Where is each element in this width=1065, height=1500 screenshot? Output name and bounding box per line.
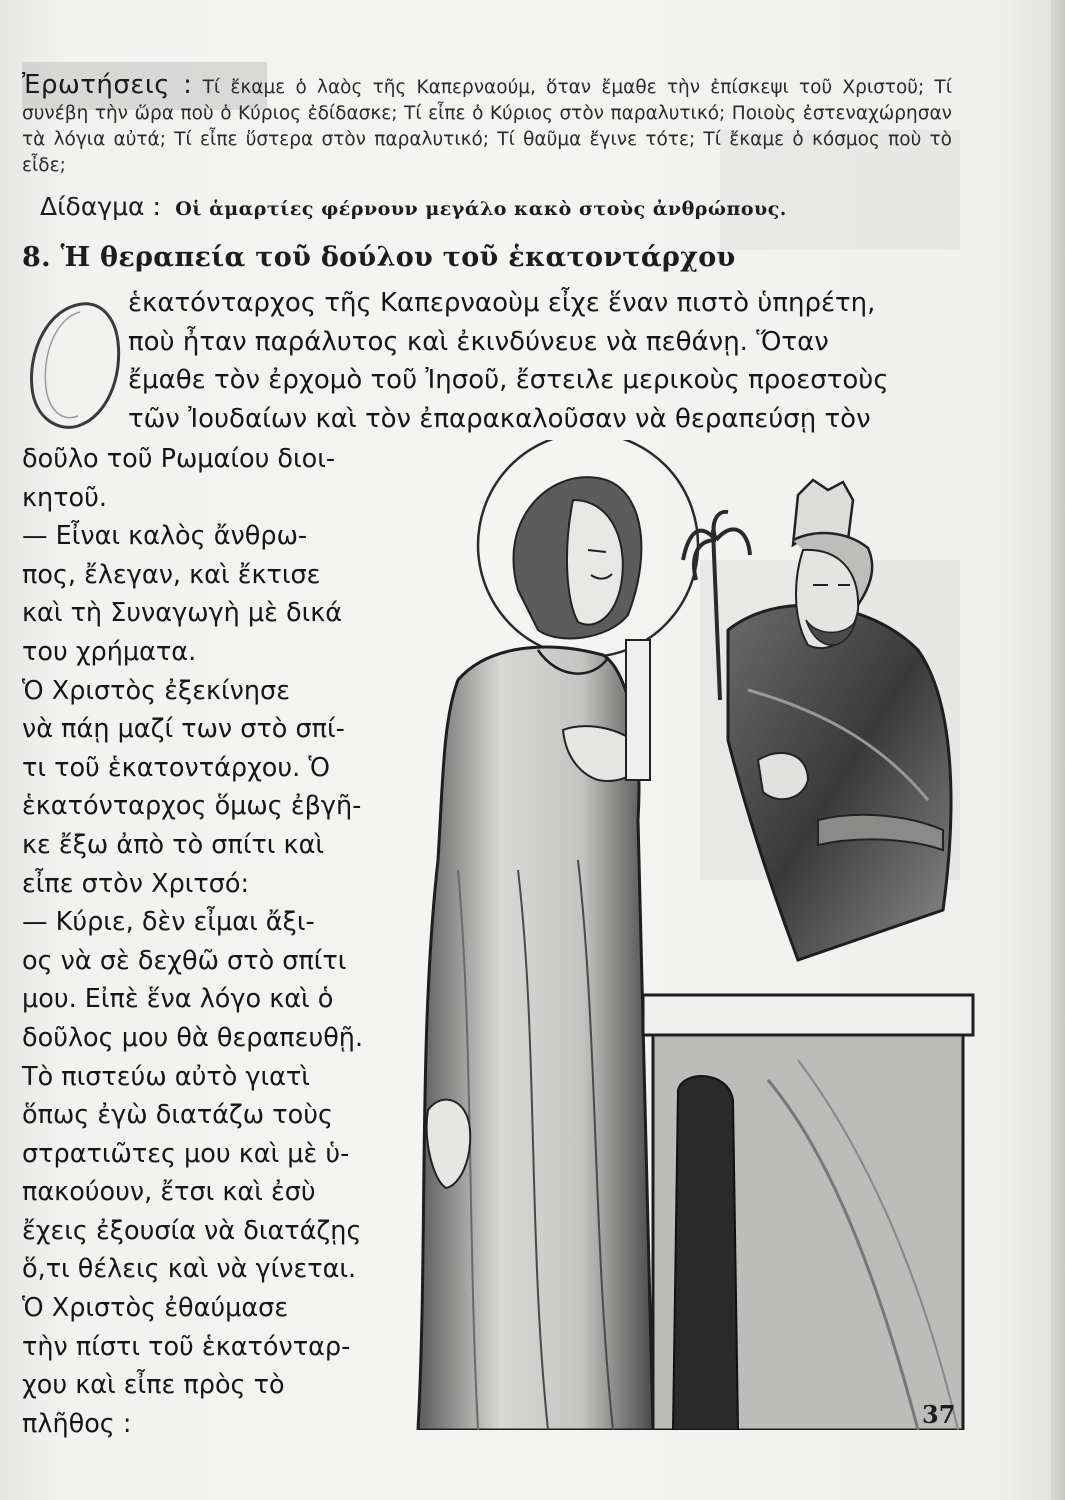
story-column-line: ος νὰ σὲ δεχθῶ στὸ σπίτι	[22, 945, 347, 976]
story-column-line: πλῆθος :	[22, 1408, 132, 1439]
story-intro-line: ἔμαθε τὸν ἐρχομὸ τοῦ Ἰησοῦ, ἔστειλε μερικοὺς προεστοὺς	[128, 365, 889, 395]
page-edge	[1051, 0, 1065, 1500]
questions-label: Ἐρωτήσεις :	[22, 70, 193, 100]
jesus-centurion-illustration	[398, 440, 978, 1430]
story-column-line: καὶ τὴ Συναγωγὴ μὲ δικά	[22, 598, 343, 629]
story-column-line: δοῦλο τοῦ Ρωμαίου διοι-	[22, 444, 336, 474]
story-column-line: δοῦλος μου θὰ θεραπευθῇ.	[22, 1022, 364, 1053]
questions-text: Τί ἔκαμε ὁ λαὸς τῆς Καπερναούμ, ὅταν ἔμαθε τὴν ἐπίσκεψι τοῦ Χριστοῦ; Τί συνέβη τὴν ὥρα ποὺ ὁ Κύριος ἐδίδασκε; Τί εἶπε ὁ Κύριος στὸν παραλυτικό; Ποιοὺς ἐστεναχώρησαν τὰ λόγια αὐτά; Τί εἶπε ὕστερα στὸν παραλυτικό; Τί θαῦμα ἔγινε τότε; Τί ἔκαμε ὁ κόσμος ποὺ τὸ εἶδε;	[22, 77, 952, 176]
story-intro-line: ποὺ ἦταν παράλυτος καὶ ἐκινδύνευε νὰ πεθάνῃ. Ὅταν	[128, 326, 829, 357]
lesson-text: Οἱ ἁμαρτίες φέρνουν μεγάλο κακὸ στοὺς ἀνθρώπους.	[175, 198, 787, 220]
story-intro	[128, 284, 958, 438]
story-column	[22, 440, 392, 1443]
story-column-line: πος, ἔλεγαν, καὶ ἔκτισε	[22, 559, 321, 590]
story-column-line: τι τοῦ ἑκατοντάρχου. Ὁ	[22, 752, 330, 783]
story-column-line: ὅ,τι θέλεις καὶ νὰ γίνεται.	[22, 1254, 357, 1285]
story-column-line: κε ἔξω ἀπὸ τὸ σπίτι καὶ	[22, 829, 325, 860]
story-column-line: πακούουν, ἔτσι καὶ ἐσὺ	[22, 1177, 316, 1208]
story-column-line: κητοῦ.	[22, 482, 108, 513]
lesson-line	[40, 192, 940, 224]
story-column-line: ὅπως ἐγὼ διατάζω τοὺς	[22, 1100, 333, 1131]
centurion-hand	[758, 753, 808, 799]
story-column-line: Ὁ Χριστὸς ἐθαύμασε	[22, 1293, 289, 1324]
story-column-line: εἶπε στὸν Χριτσό:	[22, 868, 250, 899]
doorway	[673, 1076, 738, 1430]
page-number: 37	[922, 1400, 956, 1429]
story-column-line: νὰ πάῃ μαζί των στὸ σπί-	[22, 714, 345, 745]
story-column-line: Τὸ πιστεύω αὐτὸ γιατὶ	[22, 1061, 310, 1092]
story-column-line: χου καὶ εἶπε πρὸς τὸ	[22, 1370, 285, 1401]
story-column-line: στρατιῶτες μου καὶ μὲ ὑ-	[22, 1138, 350, 1169]
review-questions	[22, 72, 952, 179]
story-column-line: ἔχεις ἐξουσία νὰ διατάζῃς	[22, 1215, 362, 1246]
story-intro-line: τῶν Ἰουδαίων καὶ τὸν ἐπαρακαλοῦσαν νὰ θεραπεύσῃ τὸν	[128, 403, 871, 434]
story-column-line: ἑκατόνταρχος ὅμως ἐβγῆ-	[22, 791, 362, 822]
story-column-line: μου. Εἰπὲ ἕνα λόγο καὶ ὁ	[22, 984, 334, 1015]
story-column-line: — Κύριε, δὲν εἶμαι ἄξι-	[22, 907, 315, 938]
section-heading: 8. Ἡ θεραπεία τοῦ δούλου τοῦ ἑκατοντάρχου	[22, 242, 736, 273]
stone-ledge	[643, 995, 973, 1035]
story-column-line: του χρήματα.	[22, 636, 197, 667]
drop-cap-letter	[20, 296, 132, 436]
story-intro-line: ἑκατόνταρχος τῆς Καπερναοὺμ εἶχε ἕναν πιστὸ ὑπηρέτη,	[128, 288, 876, 318]
story-column-line: Ὁ Χριστὸς ἐξεκίνησε	[22, 675, 290, 706]
wall-post	[626, 640, 650, 780]
story-column-line: τὴν πίστι τοῦ ἑκατόνταρ-	[22, 1331, 351, 1362]
story-column-line: — Εἶναι καλὸς ἄνθρω-	[22, 521, 308, 552]
lesson-label: Δίδαγμα :	[40, 192, 161, 221]
